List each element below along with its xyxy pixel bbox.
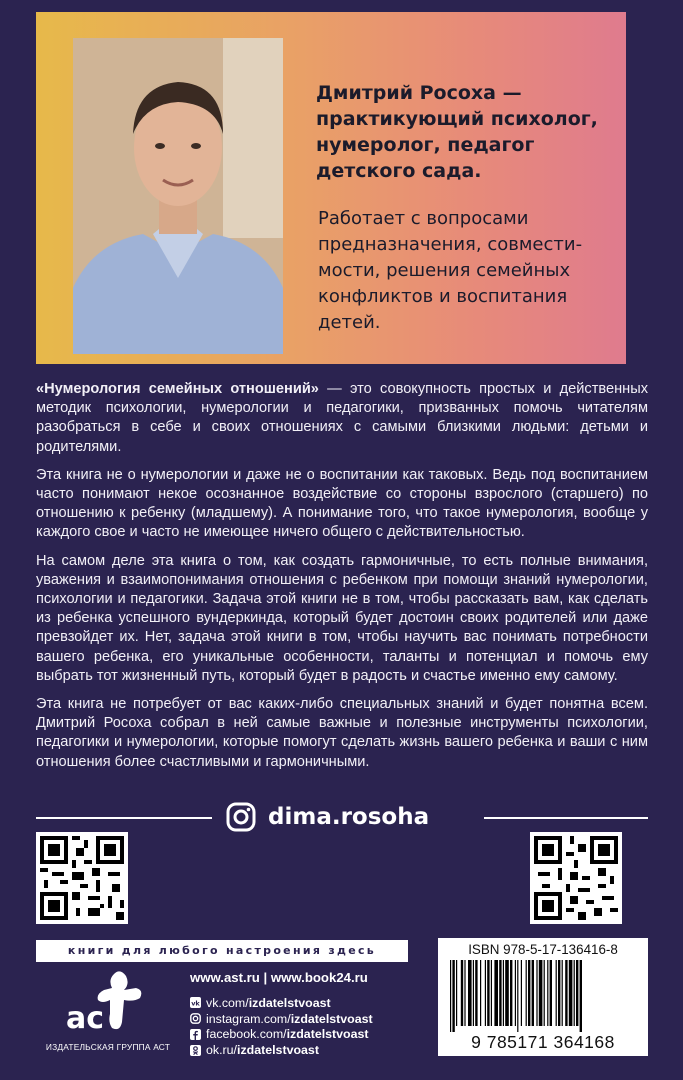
author-desc-line: детей.: [318, 312, 381, 333]
social-prefix: facebook.com/: [206, 1027, 287, 1042]
author-name-line: детского сада.: [316, 160, 482, 182]
website-links[interactable]: www.ast.ru | www.book24.ru: [190, 970, 368, 985]
barcode-bar: [580, 960, 582, 1032]
author-desc-line: предназначения, совмести-: [318, 234, 583, 255]
divider: [36, 817, 212, 819]
barcode-bar: [485, 960, 486, 1026]
svg-text:vk: vk: [191, 999, 200, 1008]
book-title: «Нумерология семейных отношений»: [36, 381, 319, 397]
author-desc-line: конфликтов и воспитания: [318, 286, 568, 307]
barcode-bar: [487, 960, 489, 1026]
ok-icon: [190, 1045, 201, 1056]
author-name-line: Дмитрий Росоха —: [316, 82, 522, 104]
ean-number: 9 785171 364168: [471, 1032, 615, 1052]
barcode-bar: [499, 960, 501, 1026]
annotation-paragraph: Эта книга не о нумерологии и даже не о воспитании как таковых. Ведь под воспитанием часто понимают некое осознанное воздействие со стороны взрослого (старшего) по отношению к ребенку (младшему). А понимание того, что такое нумерология, вообще у каждого свое и часто не имеющее ничего общего с действительностью.: [36, 466, 648, 541]
author-desc-line: мости, решения семейных: [318, 260, 571, 281]
svg-text:ac: ac: [66, 1001, 105, 1036]
barcode-bar: [450, 960, 451, 1032]
social-prefix: instagram.com/: [206, 1011, 291, 1026]
barcode-bar: [464, 960, 465, 1026]
instagram-icon: [226, 802, 256, 832]
social-link-instagram[interactable]: [190, 1011, 420, 1027]
social-link-ok[interactable]: [190, 1042, 420, 1058]
qr-code: [36, 832, 128, 924]
barcode-bar: [544, 960, 545, 1026]
barcode-bar: [468, 960, 472, 1026]
barcode-bar: [539, 960, 543, 1026]
author-name-line: практикующий психолог,: [316, 108, 598, 130]
barcode-bar: [517, 960, 518, 1032]
barcode-bar: [521, 960, 522, 1026]
barcode-block: [438, 938, 648, 1056]
author-name-line: нумеролог, педагог: [316, 134, 535, 156]
barcode-bar: [505, 960, 509, 1026]
barcode-bar: [510, 960, 512, 1026]
barcode-bar: [475, 960, 477, 1026]
annotation-paragraph: [36, 380, 648, 457]
barcode-bar: [576, 960, 578, 1026]
barcode-bar: [565, 960, 567, 1026]
barcode-bar: [569, 960, 573, 1026]
author-photo: [73, 38, 283, 354]
barcode-bar: [456, 960, 457, 1026]
social-prefix: ok.ru/: [206, 1043, 237, 1058]
barcode-bar: [491, 960, 492, 1026]
social-handle: izdatelstvoast: [237, 1043, 319, 1058]
author-description: [318, 206, 608, 336]
ast-logo-icon: [58, 970, 148, 1036]
barcode-bar: [532, 960, 534, 1026]
publisher-links: [190, 970, 420, 1058]
social-handle: izdatelstvoast: [248, 995, 331, 1010]
annotation-paragraph: На самом деле эта книга о том, как создать гармоничные, то есть полные внимания, уважения и взаимопонимания отношения с ребенком при помощи знаний нумерологии, психологии и педагогики. Задача этой книги не в том, чтобы рассказать вам, как сделать из ребенка успешного вундеркинда, который будет достоин своих родителей или даже превзойдет их. Нет, задача этой книги в том, чтобы научить вас понимать потребности вашего ребенка, его уникальные особенности, таланты и потенциал и помочь ему выбрать тот жизненный путь, который будет в радость и счастье именно ему самому.: [36, 552, 648, 684]
barcode-bar: [503, 960, 504, 1026]
publisher-caption: ИЗДАТЕЛЬСКАЯ ГРУППА АСТ: [45, 1042, 171, 1052]
instagram-icon: [190, 1013, 201, 1024]
annotation-paragraph: Эта книга не потребует от вас каких-либо специальных знаний и будет понятна всем. Дмитрий Росоха собрал в ней самые важные и полезные инструменты психологии, педагогики и нумерологии, которые помогут сделать жизнь вашего ребенка и ваши с ним отношения более счастливыми и гармоничными.: [36, 696, 648, 770]
social-prefix: vk.com/: [206, 995, 249, 1010]
slogan-band: книги для любого настроения здесь: [36, 940, 408, 962]
barcode-bar: [558, 960, 560, 1026]
social-link-vk[interactable]: [190, 995, 420, 1011]
annotation-text: — это совокупность простых и действенных методик психологии, нумерологии и педагогики, призванных помочь читателям разобраться в себе и своих отношениях с самыми близкими людьми: детьми и родителями.: [36, 381, 648, 455]
barcode-bar: [461, 960, 463, 1026]
social-link-facebook[interactable]: [190, 1027, 420, 1043]
author-desc-line: Работает с вопросами: [318, 208, 529, 229]
instagram-handle[interactable]: dima.rosoha: [268, 804, 430, 830]
barcode-bar: [528, 960, 530, 1026]
barcode-bar: [526, 960, 527, 1026]
divider: [484, 817, 648, 819]
facebook-icon: [190, 1029, 201, 1040]
barcode-bar: [562, 960, 563, 1026]
barcode-icon: [446, 960, 640, 1032]
barcode-bar: [574, 960, 575, 1026]
barcode-bar: [480, 960, 481, 1026]
author-name: [316, 80, 616, 184]
book-annotation: [36, 380, 648, 781]
barcode-bar: [536, 960, 537, 1026]
social-handle: izdatelstvoast: [290, 1011, 373, 1026]
barcode-bar: [515, 960, 516, 1026]
social-handle: izdatelstvoast: [286, 1027, 369, 1042]
barcode-bar: [452, 960, 454, 1032]
qr-code: [530, 832, 622, 924]
isbn-text: ISBN 978-5-17-136416-8: [468, 942, 618, 957]
barcode-bar: [556, 960, 557, 1026]
barcode-bar: [550, 960, 552, 1026]
barcode-bar: [494, 960, 498, 1026]
vk-icon: [190, 997, 201, 1008]
barcode-bar: [547, 960, 548, 1026]
barcode-bar: [473, 960, 474, 1026]
